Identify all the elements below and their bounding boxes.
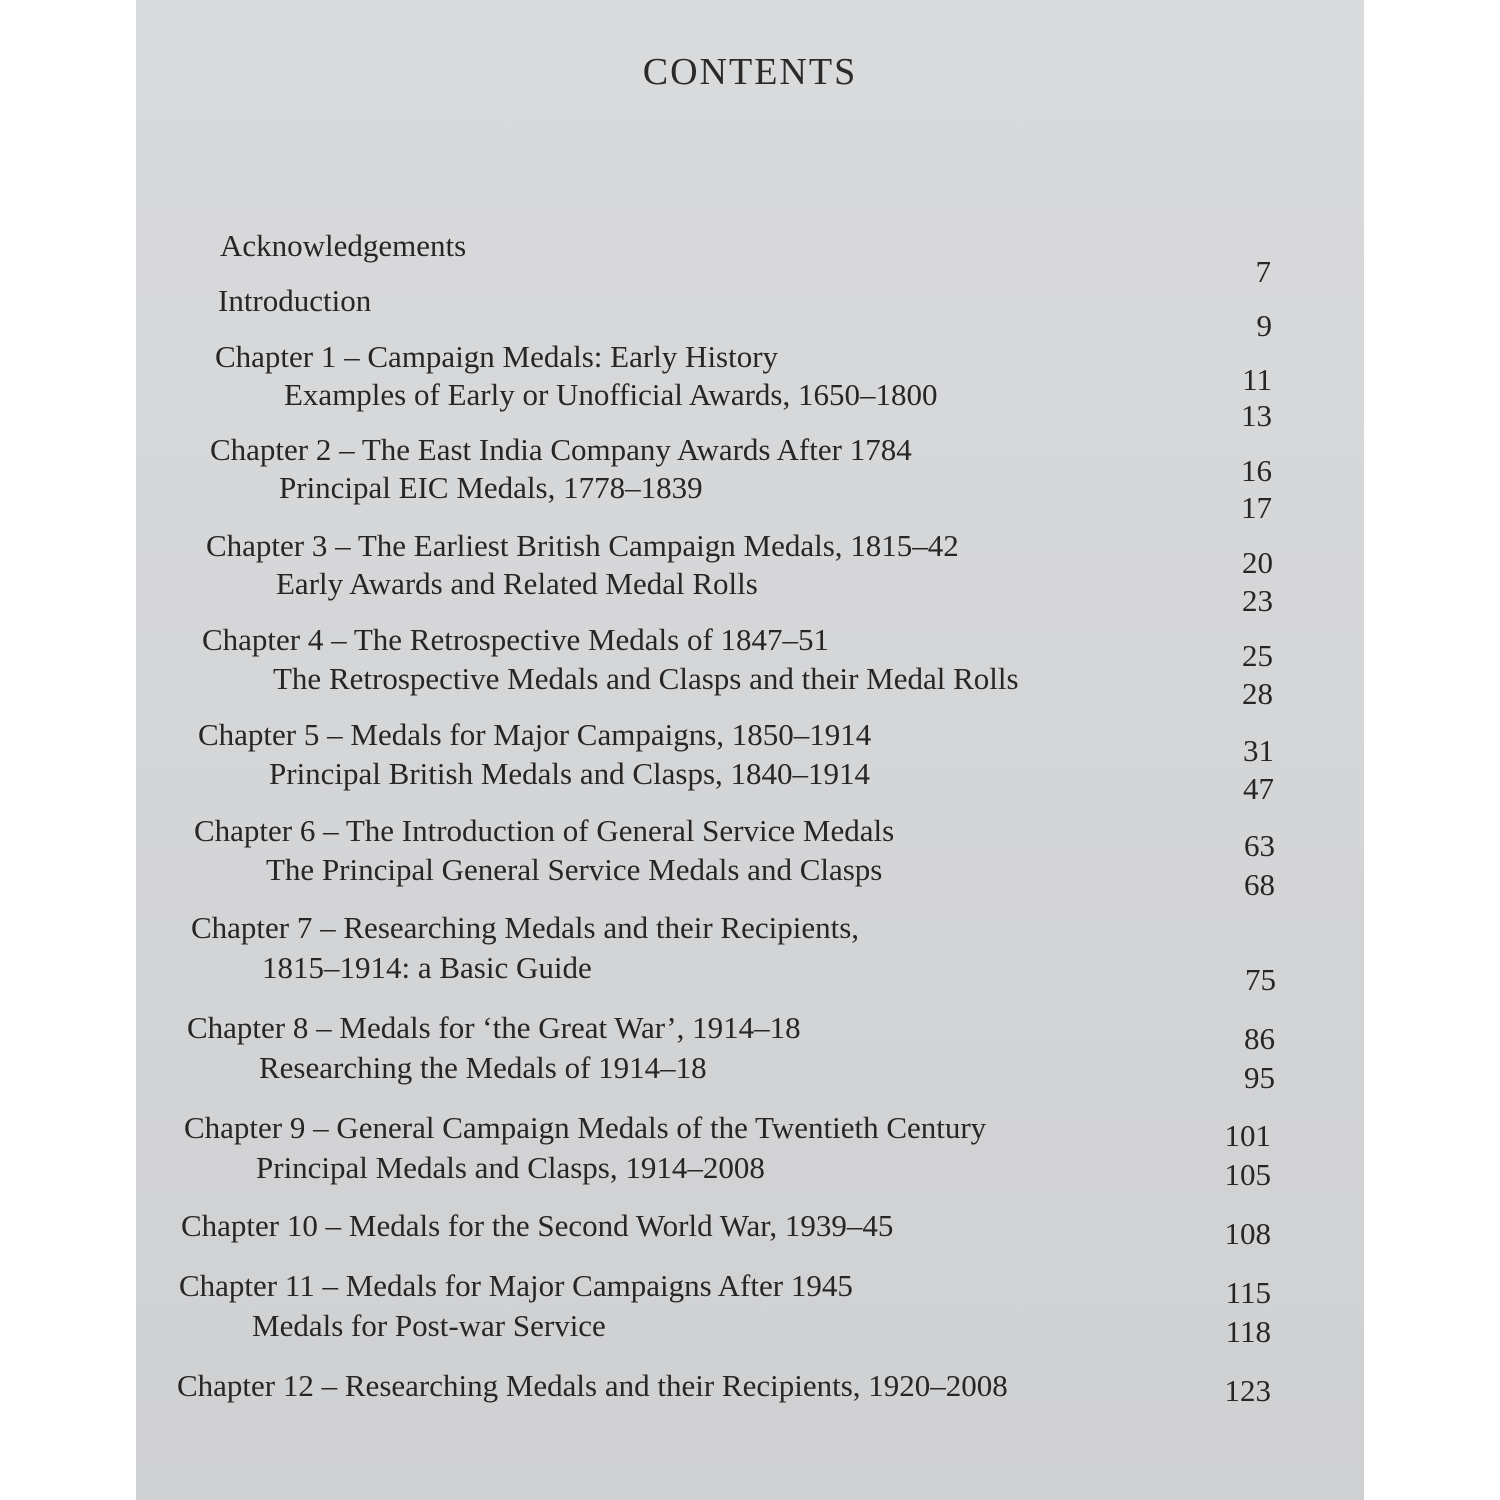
toc-entry: Chapter 3 – The Earliest British Campaign Medals, 1815–42 bbox=[206, 528, 959, 563]
page-number: 95 bbox=[1244, 1060, 1275, 1095]
toc-entry: Chapter 8 – Medals for ‘the Great War’, 1914–18 bbox=[187, 1010, 801, 1045]
toc-entry: Chapter 10 – Medals for the Second World War, 1939–45 bbox=[181, 1208, 894, 1243]
toc-entry: Chapter 2 – The East India Company Awards After 1784 bbox=[210, 432, 912, 467]
toc-entry: The Principal General Service Medals and Clasps bbox=[266, 852, 883, 887]
page-number: 28 bbox=[1242, 676, 1273, 711]
page-number: 108 bbox=[1224, 1216, 1271, 1251]
page-number: 75 bbox=[1245, 962, 1276, 997]
page-number: 86 bbox=[1244, 1021, 1275, 1056]
toc-entry: Chapter 11 – Medals for Major Campaigns After 1945 bbox=[179, 1268, 853, 1303]
page-number: 101 bbox=[1224, 1118, 1271, 1153]
page-number: 23 bbox=[1242, 583, 1273, 618]
book-page bbox=[136, 0, 1364, 1500]
toc-entry: Principal Medals and Clasps, 1914–2008 bbox=[256, 1150, 765, 1185]
page-number: 20 bbox=[1242, 545, 1273, 580]
toc-entry: Chapter 1 – Campaign Medals: Early History bbox=[215, 339, 779, 374]
page-number: 25 bbox=[1242, 638, 1273, 673]
toc-entry: Principal British Medals and Clasps, 1840–1914 bbox=[269, 756, 871, 791]
page-number: 115 bbox=[1225, 1275, 1271, 1310]
toc-entry: Chapter 4 – The Retrospective Medals of 1847–51 bbox=[202, 622, 830, 657]
toc-entry: 1815–1914: a Basic Guide bbox=[262, 950, 592, 985]
page-number: 13 bbox=[1241, 398, 1272, 433]
page-number: 63 bbox=[1244, 828, 1275, 863]
toc-entry: Acknowledgements bbox=[220, 228, 467, 263]
toc-entry: Chapter 9 – General Campaign Medals of the Twentieth Century bbox=[184, 1110, 987, 1145]
page-number: 118 bbox=[1225, 1314, 1271, 1349]
toc-entry: Principal EIC Medals, 1778–1839 bbox=[279, 470, 703, 505]
page-number: 17 bbox=[1241, 490, 1272, 525]
toc-entry: Chapter 12 – Researching Medals and their Recipients, 1920–2008 bbox=[177, 1368, 1008, 1403]
page-number: 11 bbox=[1242, 362, 1272, 397]
page-number: 31 bbox=[1243, 733, 1274, 768]
toc-entry: Introduction bbox=[218, 283, 372, 318]
page-number: 68 bbox=[1244, 867, 1275, 902]
page-number: 7 bbox=[1255, 254, 1271, 289]
toc-entry: Researching the Medals of 1914–18 bbox=[259, 1050, 707, 1085]
toc-entry: Medals for Post-war Service bbox=[252, 1308, 606, 1343]
page-number: 16 bbox=[1241, 453, 1272, 488]
page-number: 47 bbox=[1243, 771, 1274, 806]
toc-entry: Chapter 5 – Medals for Major Campaigns, 1850–1914 bbox=[198, 717, 872, 752]
toc-entry: Chapter 7 – Researching Medals and their Recipients, bbox=[191, 910, 860, 945]
toc-entry: The Retrospective Medals and Clasps and their Medal Rolls bbox=[273, 661, 1019, 696]
page-number: 9 bbox=[1256, 308, 1272, 343]
page-title: CONTENTS bbox=[642, 51, 858, 93]
toc-entry: Chapter 6 – The Introduction of General Service Medals bbox=[194, 813, 895, 848]
toc-entry: Examples of Early or Unofficial Awards, 1650–1800 bbox=[284, 377, 938, 412]
page-number: 123 bbox=[1224, 1373, 1271, 1408]
page-number: 105 bbox=[1224, 1157, 1271, 1192]
toc-entry: Early Awards and Related Medal Rolls bbox=[276, 566, 758, 601]
